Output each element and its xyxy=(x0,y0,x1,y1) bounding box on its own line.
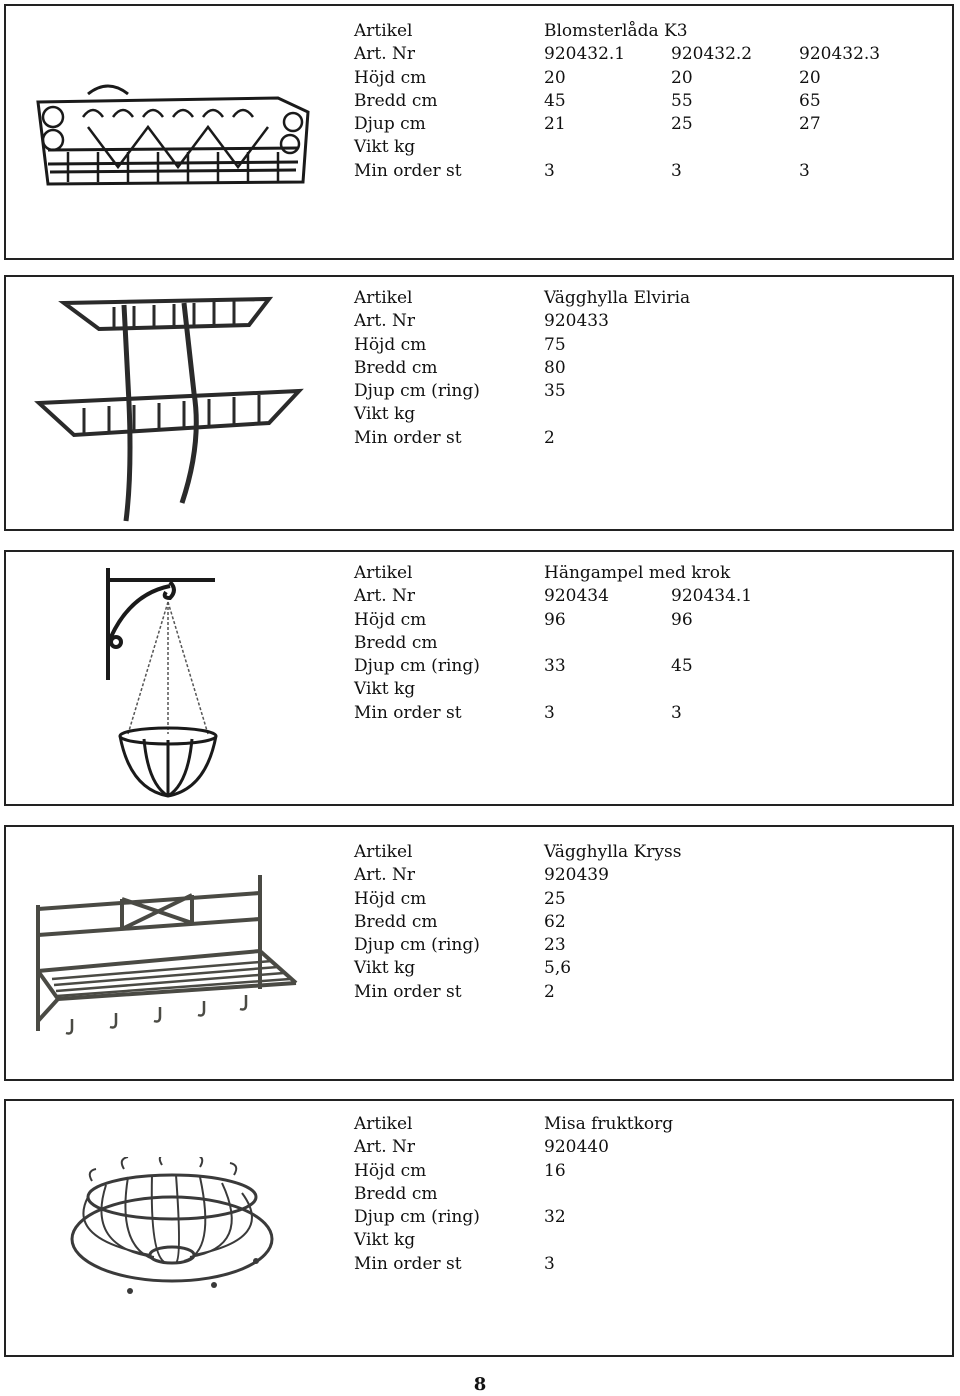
value-bredd: 55 xyxy=(671,90,693,111)
value-bredd: 80 xyxy=(544,357,566,378)
value-min-order: 3 xyxy=(544,702,555,723)
fruit-basket-image xyxy=(66,1157,278,1297)
value-bredd: 65 xyxy=(799,90,821,111)
value-vikt: 5,6 xyxy=(544,958,572,979)
value-art-nr: 920439 xyxy=(544,865,609,886)
value-min-order: 3 xyxy=(799,160,810,181)
value-djup: 32 xyxy=(544,1207,566,1228)
label-min-order: Min order st xyxy=(354,1253,462,1274)
label-art-nr: Art. Nr xyxy=(354,44,416,65)
value-art-nr: 920434.1 xyxy=(671,586,753,607)
label-min-order: Min order st xyxy=(354,427,462,448)
value-djup: 45 xyxy=(671,656,693,677)
value-djup: 27 xyxy=(799,114,821,135)
label-djup-ring: Djup cm (ring) xyxy=(354,656,480,677)
label-hojd: Höjd cm xyxy=(354,888,427,909)
label-bredd: Bredd cm xyxy=(354,90,438,111)
wall-shelf-kryss-image xyxy=(32,871,312,1041)
value-hojd: 20 xyxy=(799,67,821,88)
label-djup-ring: Djup cm (ring) xyxy=(354,935,480,956)
value-min-order: 2 xyxy=(544,427,555,448)
label-djup: Djup cm xyxy=(354,114,426,135)
label-artikel: Artikel xyxy=(354,288,413,308)
value-art-nr: 920432.1 xyxy=(544,44,626,65)
value-artikel: Misa fruktkorg xyxy=(544,1114,674,1134)
label-min-order: Min order st xyxy=(354,981,462,1002)
label-vikt: Vikt kg xyxy=(354,137,416,158)
label-artikel: Artikel xyxy=(354,1114,413,1134)
label-art-nr: Art. Nr xyxy=(354,1137,416,1158)
wall-shelf-elviria-image xyxy=(34,293,314,528)
value-min-order: 2 xyxy=(544,981,555,1002)
product-card-hangampel xyxy=(4,550,954,806)
label-hojd: Höjd cm xyxy=(354,1160,427,1181)
value-min-order: 3 xyxy=(544,160,555,181)
value-djup: 35 xyxy=(544,381,566,402)
label-min-order: Min order st xyxy=(354,160,462,181)
value-hojd: 75 xyxy=(544,334,566,355)
label-vikt: Vikt kg xyxy=(354,1230,416,1251)
label-min-order: Min order st xyxy=(354,702,462,723)
label-artikel: Artikel xyxy=(354,21,413,41)
label-artikel: Artikel xyxy=(354,842,413,862)
value-hojd: 20 xyxy=(544,67,566,88)
label-art-nr: Art. Nr xyxy=(354,311,416,332)
label-vikt: Vikt kg xyxy=(354,679,416,700)
value-art-nr: 920432.3 xyxy=(799,44,881,65)
value-art-nr: 920433 xyxy=(544,311,609,332)
value-hojd: 16 xyxy=(544,1160,566,1181)
value-artikel: Vägghylla Elviria xyxy=(544,288,691,308)
value-hojd: 25 xyxy=(544,888,566,909)
flower-box-image xyxy=(28,72,318,202)
label-vikt: Vikt kg xyxy=(354,404,416,425)
value-min-order: 3 xyxy=(671,160,682,181)
label-hojd: Höjd cm xyxy=(354,609,427,630)
hanging-basket-image xyxy=(100,564,230,804)
value-art-nr: 920432.2 xyxy=(671,44,753,65)
value-artikel: Blomsterlåda K3 xyxy=(544,21,688,41)
label-djup-ring: Djup cm (ring) xyxy=(354,381,480,402)
product-card-kryss xyxy=(4,825,954,1081)
value-hojd: 20 xyxy=(671,67,693,88)
value-min-order: 3 xyxy=(544,1253,555,1274)
value-djup: 21 xyxy=(544,114,566,135)
label-hojd: Höjd cm xyxy=(354,334,427,355)
label-bredd: Bredd cm xyxy=(354,911,438,932)
product-card-blomsterlada xyxy=(4,4,954,260)
value-djup: 25 xyxy=(671,114,693,135)
product-card-elviria xyxy=(4,275,954,531)
value-artikel: Vägghylla Kryss xyxy=(544,842,682,862)
label-art-nr: Art. Nr xyxy=(354,586,416,607)
page-number: 8 xyxy=(473,1374,487,1395)
label-vikt: Vikt kg xyxy=(354,958,416,979)
value-art-nr: 920434 xyxy=(544,586,609,607)
value-bredd: 62 xyxy=(544,911,566,932)
label-bredd: Bredd cm xyxy=(354,1183,438,1204)
value-djup: 33 xyxy=(544,656,566,677)
value-bredd: 45 xyxy=(544,90,566,111)
label-artikel: Artikel xyxy=(354,563,413,583)
label-bredd: Bredd cm xyxy=(354,357,438,378)
value-artikel: Hängampel med krok xyxy=(544,563,731,583)
value-min-order: 3 xyxy=(671,702,682,723)
label-art-nr: Art. Nr xyxy=(354,865,416,886)
value-djup: 23 xyxy=(544,935,566,956)
product-card-misa xyxy=(4,1099,954,1357)
value-hojd: 96 xyxy=(544,609,566,630)
value-art-nr: 920440 xyxy=(544,1137,609,1158)
label-djup-ring: Djup cm (ring) xyxy=(354,1207,480,1228)
label-hojd: Höjd cm xyxy=(354,67,427,88)
value-hojd: 96 xyxy=(671,609,693,630)
label-bredd: Bredd cm xyxy=(354,632,438,653)
